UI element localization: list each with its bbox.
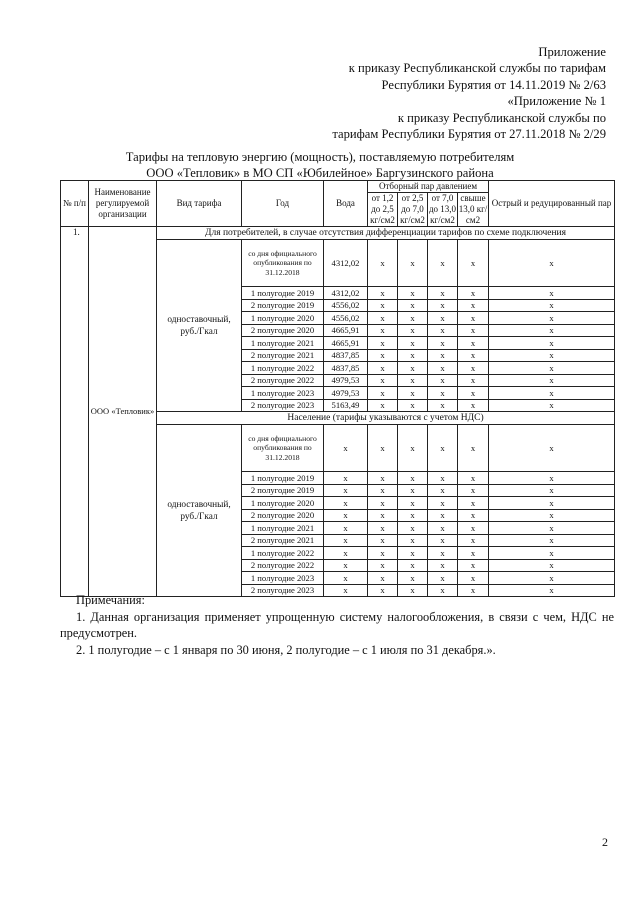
- steam-3-value: х: [428, 509, 458, 522]
- note-item: 2. 1 полугодие – с 1 января по 30 июня, 2 полугодие – с 1 июля по 31 декабря.».: [76, 642, 496, 657]
- steam-1-value: х: [368, 584, 398, 597]
- period-cell: 2 полугодие 2020: [242, 509, 324, 522]
- period-cell: 2 полугодие 2023: [242, 399, 324, 412]
- steam-4-value: х: [458, 312, 489, 325]
- steam-4-value: х: [458, 484, 489, 497]
- steam-1-value: х: [368, 497, 398, 510]
- steam-1-value: х: [368, 425, 398, 472]
- steam-3-value: х: [428, 312, 458, 325]
- steam-2-value: х: [398, 509, 428, 522]
- steam-3-value: х: [428, 497, 458, 510]
- steam-1-value: х: [368, 472, 398, 485]
- live-steam-value: х: [489, 299, 615, 312]
- water-value: 4665,91: [324, 337, 368, 350]
- water-value: 5163,49: [324, 399, 368, 412]
- steam-4-value: х: [458, 337, 489, 350]
- steam-4-value: х: [458, 387, 489, 400]
- steam-1-value: х: [368, 509, 398, 522]
- steam-1-value: х: [368, 484, 398, 497]
- water-value: х: [324, 584, 368, 597]
- steam-1-value: х: [368, 559, 398, 572]
- steam-4-value: х: [458, 547, 489, 560]
- steam-3-value: х: [428, 349, 458, 362]
- steam-2-value: х: [398, 362, 428, 375]
- steam-2-value: х: [398, 387, 428, 400]
- header-line: тарифам Республики Бурятия от 27.11.2018 № 2/29: [332, 127, 606, 142]
- steam-2-value: х: [398, 240, 428, 287]
- period-cell: 1 полугодие 2019: [242, 287, 324, 300]
- water-value: х: [324, 497, 368, 510]
- steam-2-value: х: [398, 425, 428, 472]
- steam-2-value: х: [398, 299, 428, 312]
- period-cell: 2 полугодие 2022: [242, 374, 324, 387]
- steam-2-value: х: [398, 337, 428, 350]
- steam-1-value: х: [368, 299, 398, 312]
- period-cell: 1 полугодие 2022: [242, 362, 324, 375]
- title-line: ООО «Тепловик» в МО СП «Юбилейное» Баргузинского района: [146, 165, 494, 180]
- steam-4-value: х: [458, 559, 489, 572]
- steam-3-value: х: [428, 547, 458, 560]
- steam-1-value: х: [368, 362, 398, 375]
- water-value: 4312,02: [324, 287, 368, 300]
- steam-3-value: х: [428, 425, 458, 472]
- header-line: Приложение: [538, 45, 606, 59]
- header-steam-3: от 7,0 до 13,0 кг/см2: [428, 193, 457, 225]
- water-value: х: [324, 509, 368, 522]
- header-num: № п/п: [61, 181, 89, 227]
- period-cell: 1 полугодие 2019: [242, 472, 324, 485]
- period-cell: 2 полугодие 2021: [242, 534, 324, 547]
- steam-3-value: х: [428, 374, 458, 387]
- steam-1-value: х: [368, 547, 398, 560]
- steam-3-value: х: [428, 559, 458, 572]
- header-tariff-type: Вид тарифа: [157, 181, 242, 227]
- steam-3-value: х: [428, 572, 458, 585]
- steam-1-value: х: [368, 324, 398, 337]
- live-steam-value: х: [489, 387, 615, 400]
- steam-3-value: х: [428, 484, 458, 497]
- steam-2-value: х: [398, 324, 428, 337]
- note-item: 1. Данная организация применяет упрощенную систему налогообложения, в связи с чем, НДС не предусмотрен.: [60, 609, 614, 640]
- steam-4-value: х: [458, 572, 489, 585]
- section-title: Население (тарифы указываются с учетом НДС): [157, 412, 615, 425]
- live-steam-value: х: [489, 374, 615, 387]
- header-line: «Приложение № 1: [507, 94, 606, 109]
- section-header-row: [61, 227, 615, 240]
- live-steam-value: х: [489, 572, 615, 585]
- header-line: к приказу Республиканской службы по: [397, 110, 606, 125]
- steam-4-value: х: [458, 534, 489, 547]
- period-cell: 1 полугодие 2021: [242, 522, 324, 535]
- water-value: х: [324, 484, 368, 497]
- live-steam-value: х: [489, 534, 615, 547]
- steam-4-value: х: [458, 299, 489, 312]
- steam-3-value: х: [428, 387, 458, 400]
- header-live-steam: Острый и редуцированный пар: [489, 181, 615, 227]
- water-value: 4979,53: [324, 387, 368, 400]
- document-title: [0, 150, 640, 181]
- steam-4-value: х: [458, 472, 489, 485]
- steam-2-value: х: [398, 472, 428, 485]
- live-steam-value: х: [489, 509, 615, 522]
- live-steam-value: х: [489, 349, 615, 362]
- row-number: 1.: [61, 227, 89, 597]
- steam-2-value: х: [398, 534, 428, 547]
- water-value: 4665,91: [324, 324, 368, 337]
- live-steam-value: х: [489, 399, 615, 412]
- section-title: Для потребителей, в случае отсутствия дифференциации тарифов по схеме подключения: [157, 227, 615, 240]
- steam-3-value: х: [428, 240, 458, 287]
- period-cell: 2 полугодие 2019: [242, 484, 324, 497]
- period-cell: 2 полугодие 2019: [242, 299, 324, 312]
- water-value: х: [324, 534, 368, 547]
- steam-3-value: х: [428, 362, 458, 375]
- steam-2-value: х: [398, 484, 428, 497]
- steam-4-value: х: [458, 399, 489, 412]
- header-steam-group: Отборный пар давлением: [368, 181, 489, 193]
- steam-3-value: х: [428, 287, 458, 300]
- steam-4-value: х: [458, 324, 489, 337]
- header-line: к приказу Республиканской службы по тарифам: [348, 61, 606, 76]
- steam-1-value: х: [368, 240, 398, 287]
- water-value: х: [324, 522, 368, 535]
- header-steam-1: от 1,2 до 2,5 кг/см2: [368, 193, 398, 227]
- steam-2-value: х: [398, 374, 428, 387]
- period-cell: 2 полугодие 2020: [242, 324, 324, 337]
- period-cell: 1 полугодие 2023: [242, 572, 324, 585]
- steam-1-value: х: [368, 522, 398, 535]
- water-value: х: [324, 425, 368, 472]
- steam-3-value: х: [428, 584, 458, 597]
- live-steam-value: х: [489, 337, 615, 350]
- steam-1-value: х: [368, 337, 398, 350]
- steam-2-value: х: [398, 287, 428, 300]
- steam-3-value: х: [428, 299, 458, 312]
- live-steam-value: х: [489, 287, 615, 300]
- header-water: Вода: [324, 181, 368, 227]
- title-line: Тарифы на тепловую энергию (мощность), поставляемую потребителям: [125, 150, 515, 164]
- steam-3-value: х: [428, 472, 458, 485]
- water-value: 4837,85: [324, 349, 368, 362]
- header-line: Республики Бурятия от 14.11.2019 № 2/63: [381, 77, 606, 92]
- live-steam-value: х: [489, 522, 615, 535]
- water-value: 4979,53: [324, 374, 368, 387]
- steam-1-value: х: [368, 387, 398, 400]
- live-steam-value: х: [489, 547, 615, 560]
- steam-4-value: х: [458, 287, 489, 300]
- water-value: 4556,02: [324, 299, 368, 312]
- steam-2-value: х: [398, 572, 428, 585]
- steam-2-value: х: [398, 399, 428, 412]
- period-cell: 1 полугодие 2021: [242, 337, 324, 350]
- steam-1-value: х: [368, 399, 398, 412]
- organization-name: ООО «Тепловик»: [89, 227, 157, 597]
- steam-3-value: х: [428, 399, 458, 412]
- header-steam-2: от 2,5 до 7,0 кг/см2: [398, 193, 428, 227]
- steam-3-value: х: [428, 337, 458, 350]
- steam-4-value: х: [458, 522, 489, 535]
- steam-2-value: х: [398, 547, 428, 560]
- steam-1-value: х: [368, 287, 398, 300]
- steam-2-value: х: [398, 584, 428, 597]
- steam-1-value: х: [368, 534, 398, 547]
- steam-3-value: х: [428, 534, 458, 547]
- live-steam-value: х: [489, 472, 615, 485]
- document-header: [286, 44, 606, 142]
- steam-3-value: х: [428, 522, 458, 535]
- steam-4-value: х: [458, 362, 489, 375]
- live-steam-value: х: [489, 362, 615, 375]
- period-cell: со дня официального опубликования по 31.12.2018: [242, 425, 324, 472]
- period-cell: 1 полугодие 2020: [242, 497, 324, 510]
- notes: [60, 592, 614, 658]
- live-steam-value: х: [489, 324, 615, 337]
- steam-1-value: х: [368, 572, 398, 585]
- steam-2-value: х: [398, 497, 428, 510]
- period-cell: 1 полугодие 2020: [242, 312, 324, 325]
- live-steam-value: х: [489, 559, 615, 572]
- steam-4-value: х: [458, 425, 489, 472]
- steam-1-value: х: [368, 349, 398, 362]
- steam-4-value: х: [458, 374, 489, 387]
- water-value: 4837,85: [324, 362, 368, 375]
- water-value: х: [324, 572, 368, 585]
- period-cell: 1 полугодие 2023: [242, 387, 324, 400]
- steam-1-value: х: [368, 312, 398, 325]
- notes-title: Примечания:: [76, 593, 145, 607]
- tariff-type: одноставочный, руб./Гкал: [157, 425, 242, 597]
- live-steam-value: х: [489, 484, 615, 497]
- steam-4-value: х: [458, 240, 489, 287]
- steam-3-value: х: [428, 324, 458, 337]
- header-year: Год: [242, 181, 324, 227]
- page-number: 2: [602, 835, 608, 849]
- live-steam-value: х: [489, 497, 615, 510]
- live-steam-value: х: [489, 312, 615, 325]
- header-org: Наименование регулируемой организации: [89, 181, 157, 227]
- steam-4-value: х: [458, 497, 489, 510]
- steam-4-value: х: [458, 584, 489, 597]
- water-value: 4556,02: [324, 312, 368, 325]
- water-value: 4312,02: [324, 240, 368, 287]
- tariff-table: [60, 180, 615, 597]
- period-cell: 2 полугодие 2023: [242, 584, 324, 597]
- live-steam-value: х: [489, 584, 615, 597]
- steam-4-value: х: [458, 349, 489, 362]
- period-cell: 1 полугодие 2022: [242, 547, 324, 560]
- tariff-type: одноставочный, руб./Гкал: [157, 240, 242, 412]
- steam-2-value: х: [398, 312, 428, 325]
- steam-1-value: х: [368, 374, 398, 387]
- steam-4-value: х: [458, 509, 489, 522]
- period-cell: со дня официального опубликования по 31.12.2018: [242, 240, 324, 287]
- steam-2-value: х: [398, 522, 428, 535]
- period-cell: 2 полугодие 2021: [242, 349, 324, 362]
- water-value: х: [324, 559, 368, 572]
- water-value: х: [324, 472, 368, 485]
- period-cell: 2 полугодие 2022: [242, 559, 324, 572]
- header-steam-4: свыше 13,0 кг/см2: [458, 193, 488, 225]
- water-value: х: [324, 547, 368, 560]
- live-steam-value: х: [489, 425, 615, 472]
- steam-2-value: х: [398, 349, 428, 362]
- steam-2-value: х: [398, 559, 428, 572]
- live-steam-value: х: [489, 240, 615, 287]
